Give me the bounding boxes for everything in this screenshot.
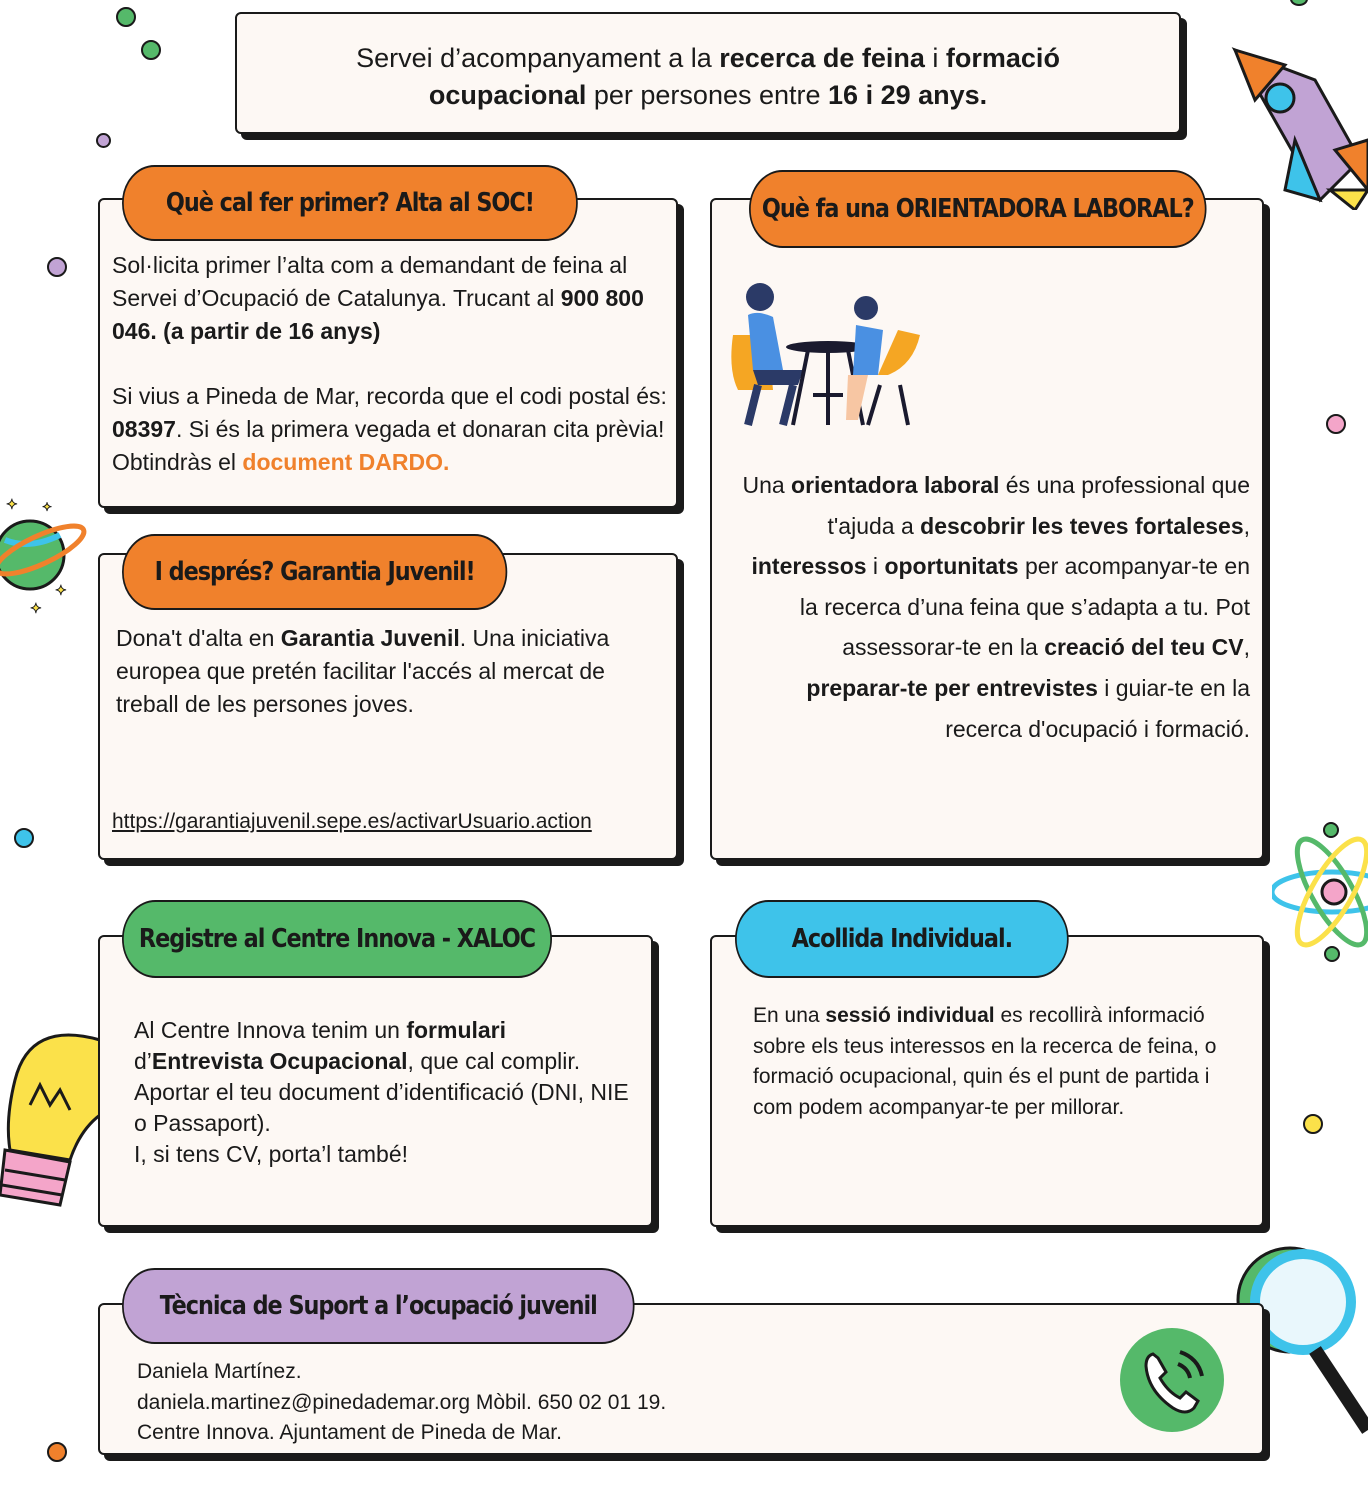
garantia-text: Dona't d'alta en xyxy=(116,625,281,651)
orientadora-text: és una professional que t'ajuda a xyxy=(827,472,1250,539)
orientadora-text: i xyxy=(866,553,885,580)
decor-dot xyxy=(14,828,34,848)
innova-text: , que cal complir. xyxy=(407,1048,581,1074)
acollida-text: En una xyxy=(753,1004,826,1027)
orientadora-text: per acompanyar-te en la recerca d’una feina que s’adapta a tu. Pot assessorar-te en la xyxy=(799,553,1250,661)
header-bold-part: formació xyxy=(945,43,1060,73)
acollida-title: Acollida Individual. xyxy=(791,924,1013,954)
acollida-paragraph xyxy=(753,1001,1248,1123)
tecnica-contact-block xyxy=(137,1357,1037,1449)
orientadora-bold: orientadora laboral xyxy=(791,472,1000,498)
decor-dot xyxy=(47,257,67,277)
lightbulb-icon xyxy=(0,1020,110,1210)
header-text xyxy=(237,40,1179,114)
header-bold-part: ocupacional xyxy=(428,80,587,110)
orientadora-text: i guiar-te en la recerca d'ocupació i formació. xyxy=(945,674,1250,742)
soc-title: Què cal fer primer? Alta al SOC! xyxy=(165,188,534,218)
decor-dot xyxy=(1303,1114,1323,1134)
orientadora-text: , xyxy=(1243,634,1250,661)
innova-paragraph xyxy=(134,1015,644,1170)
orientadora-bold: descobrir les teves fortaleses xyxy=(920,512,1244,539)
acollida-bold: sessió individual xyxy=(825,1004,995,1027)
svg-text:✦: ✦ xyxy=(30,600,42,615)
acollida-title-pill xyxy=(735,900,1069,978)
soc-paragraph-2 xyxy=(112,380,678,479)
orientadora-bold: creació del teu CV xyxy=(1044,634,1244,661)
tecnica-title-pill xyxy=(122,1268,635,1344)
svg-text:✦: ✦ xyxy=(55,582,67,598)
soc-phone: 900 800 046. (a partir de 16 anys) xyxy=(112,285,644,344)
decor-dot xyxy=(116,7,136,27)
innova-title-pill xyxy=(122,900,552,978)
decor-dot xyxy=(1290,0,1308,6)
decor-dot xyxy=(47,1442,67,1462)
svg-text:✦: ✦ xyxy=(6,496,18,512)
header-bold-part: 16 i 29 anys. xyxy=(828,80,988,110)
tecnica-title: Tècnica de Suport a l’ocupació juvenil xyxy=(159,1291,597,1321)
garantia-bold: Garantia Juvenil xyxy=(280,625,460,651)
tecnica-email-phone[interactable]: daniela.martinez@pinedademar.org Mòbil. 650 02 01 19. xyxy=(137,1390,667,1414)
innova-bold: Entrevista Ocupacional xyxy=(151,1048,408,1074)
planet-icon xyxy=(0,495,90,615)
garantia-text: . Una iniciativa europea que pretén facilitar l'accés al mercat de treball de les persones joves. xyxy=(116,625,610,717)
decor-dot xyxy=(96,133,111,148)
decor-dot xyxy=(1326,414,1346,434)
tecnica-place: Centre Innova. Ajuntament de Pineda de Mar. xyxy=(137,1421,562,1444)
orientadora-text: , xyxy=(1243,512,1250,539)
soc-text: Sol·licita primer l’alta com a demandant de feina al Servei d’Ocupació de Catalunya. Trucant al xyxy=(112,252,628,311)
innova-bold: formulari xyxy=(406,1017,507,1043)
header-text-part: per persones entre xyxy=(586,80,829,110)
soc-postal-code: 08397 xyxy=(112,416,176,442)
orientadora-text: Una xyxy=(742,472,792,498)
header-text-part: Servei d’acompanyament a la xyxy=(356,43,720,73)
decor-dot xyxy=(141,40,161,60)
garantia-paragraph xyxy=(116,622,666,721)
innova-title: Registre al Centre Innova - XALOC xyxy=(138,924,536,954)
acollida-text: es recollirà informació sobre els teus interessos en la recerca de feina, o formació ocupacional, quin és el punt de partida i com podem acompanyar-te per millorar. xyxy=(753,1004,1217,1119)
svg-text:✦: ✦ xyxy=(42,500,53,514)
header-bold-part: recerca de feina xyxy=(719,43,925,73)
orientadora-bold: oportunitats xyxy=(884,553,1019,580)
garantia-title: I després? Garantia Juvenil! xyxy=(154,557,475,587)
garantia-title-pill xyxy=(122,534,507,610)
innova-text: Aportar el teu document d’identificació (DNI, NIE o Passaport). xyxy=(134,1079,629,1136)
orientadora-bold: preparar-te per entrevistes xyxy=(806,674,1098,701)
garantia-link[interactable]: https://garantiajuvenil.sepe.es/activarUsuario.action xyxy=(112,810,592,833)
soc-text: Si vius a Pineda de Mar, recorda que el codi postal és: xyxy=(112,383,667,409)
innova-text: I, si tens CV, porta’l també! xyxy=(134,1141,409,1167)
counseling-illustration-icon xyxy=(728,275,928,435)
rocket-icon xyxy=(1225,40,1368,210)
tecnica-name: Daniela Martínez. xyxy=(137,1360,302,1383)
orientadora-bold: interessos xyxy=(751,553,867,580)
atom-icon xyxy=(1272,822,1368,962)
soc-dardo-highlight: document DARDO. xyxy=(242,449,450,475)
innova-text: d’ xyxy=(134,1048,152,1074)
orientadora-title-pill xyxy=(749,170,1207,248)
header-text-part: i xyxy=(924,43,946,73)
phone-icon[interactable] xyxy=(1118,1326,1226,1434)
header-banner xyxy=(235,12,1181,134)
orientadora-title: Què fa una ORIENTADORA LABORAL? xyxy=(761,194,1194,224)
soc-title-pill xyxy=(122,165,578,241)
innova-text: Al Centre Innova tenim un xyxy=(134,1017,407,1043)
soc-text: . Si és la primera vegada et donaran cita prèvia! Obtindràs el xyxy=(112,416,665,475)
orientadora-paragraph xyxy=(736,465,1250,749)
soc-paragraph-1 xyxy=(112,249,672,348)
